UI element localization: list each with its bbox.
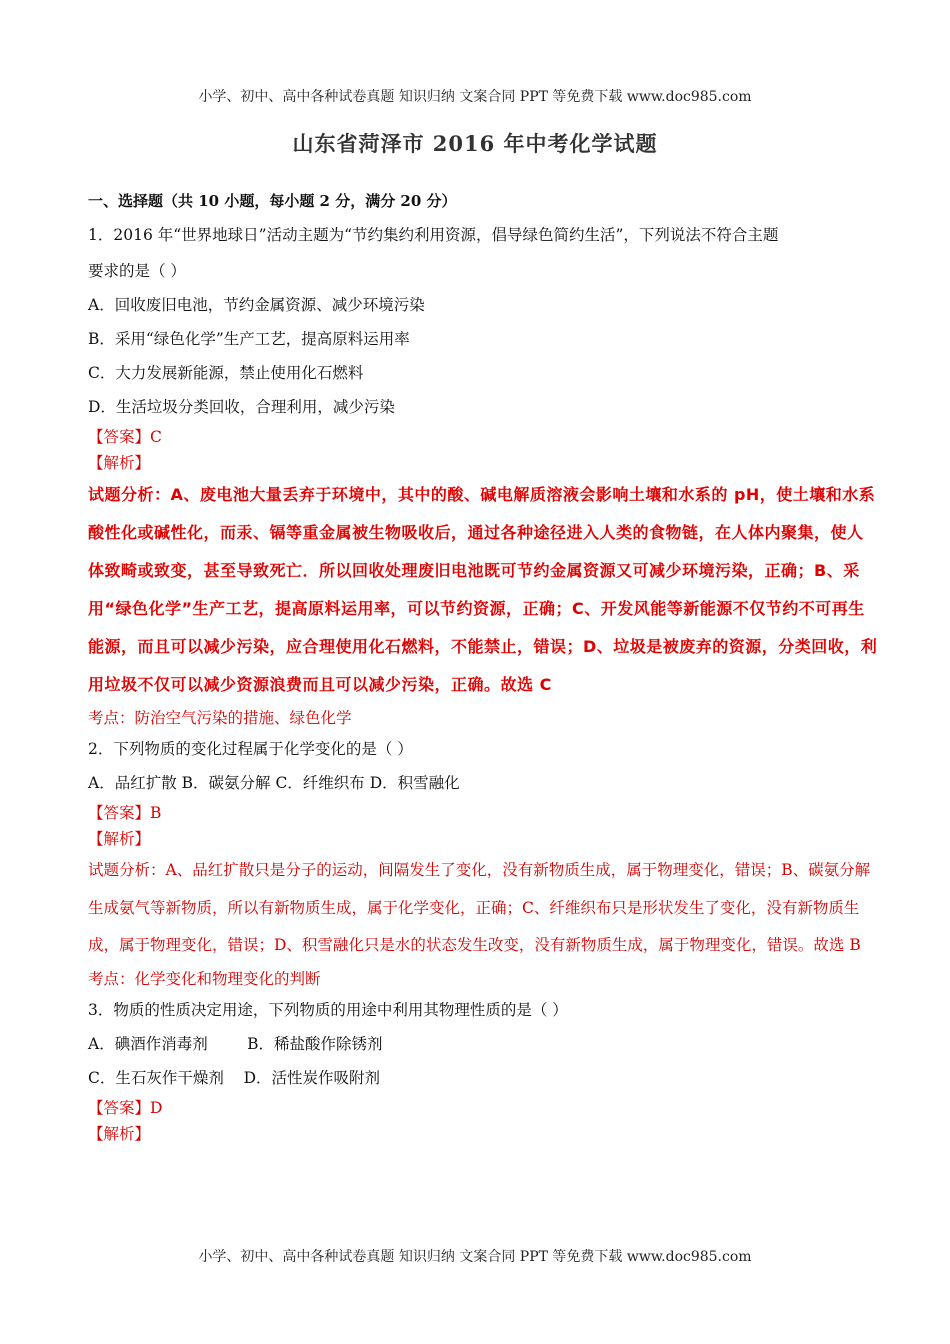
q3-options-row1: A．碘酒作消毒剂 B．稀盐酸作除锈剂 <box>88 1034 383 1053</box>
q3-options-row2: C．生石灰作干燥剂 D．活性炭作吸附剂 <box>88 1068 380 1087</box>
q2-stem: 2．下列物质的变化过程属于化学变化的是（ ） <box>88 740 413 758</box>
exam-content <box>88 188 878 1147</box>
page-footer: 小学、初中、高中各种试卷真题 知识归纳 文案合同 PPT 等免费下载 www.doc985.com <box>198 1249 752 1265</box>
question-2 <box>88 732 878 993</box>
q1-kaodian: 考点：防治空气污染的措施、绿色化学 <box>88 709 352 727</box>
q1-stem-line1: 1．2016 年“世界地球日”活动主题为“节约集约利用资源，倡导绿色简约生活”，下列说法不符合主题 <box>88 226 779 244</box>
q1-option-b: B．采用“绿色化学”生产工艺，提高原料运用率 <box>88 330 410 348</box>
q2-kaodian: 考点：化学变化和物理变化的判断 <box>88 969 321 988</box>
q3-answer: 【答案】D <box>88 1098 163 1117</box>
question-3 <box>88 993 878 1147</box>
q1-analysis-label: 【解析】 <box>88 454 151 472</box>
q3-analysis-label: 【解析】 <box>88 1124 151 1143</box>
q1-analysis: 试题分析：A、废电池大量丢弃于环境中，其中的酸、碱电解质溶液会影响土壤和水系的 pH，使土壤和水系酸性化或碱性化，而汞、镉等重金属被生物吸收后，通过各种途径进入人类的食物链，在人体内聚集，使人体致畸或致变，甚至导致死亡．所以回收处理废旧电池既可节约金属资源又可减少环境污染，正确；B、采用“绿色化学”生产工艺，提高原料运用率，可以节约资源，正确；C、开发风能等新能源不仅节约不可再生能源，而且可以减少污染，应合理使用化石燃料，不能禁止，错误；D、垃圾是被废弃的资源，分类回收，利用垃圾不仅可以减少资源浪费而且可以减少污染，正确。故选 C <box>88 485 878 694</box>
question-1 <box>88 218 878 732</box>
q2-answer: 【答案】B <box>88 804 162 822</box>
page-header: 小学、初中、高中各种试卷真题 知识归纳 文案合同 PPT 等免费下载 www.doc985.com <box>198 89 752 105</box>
q2-analysis: 试题分析：A、品红扩散只是分子的运动，间隔发生了变化，没有新物质生成，属于物理变化，错误；B、碳氨分解生成氨气等新物质，所以有新物质生成，属于化学变化，正确；C、纤维织布只是形状发生了变化，没有新物质生成，属于物理变化，错误；D、积雪融化只是水的状态发生改变，没有新物质生成，属于物理变化，错误。故选 B <box>88 861 871 954</box>
q2-options: A．品红扩散 B．碳氨分解 C．纤维织布 D．积雪融化 <box>88 774 460 792</box>
q1-option-a: A．回收废旧电池，节约金属资源、减少环境污染 <box>88 296 425 314</box>
q3-stem: 3．物质的性质决定用途，下列物质的用途中利用其物理性质的是（ ） <box>88 1000 568 1019</box>
q1-option-c: C．大力发展新能源，禁止使用化石燃料 <box>88 364 364 382</box>
q1-answer: 【答案】C <box>88 428 162 446</box>
q1-option-d: D．生活垃圾分类回收，合理利用，减少污染 <box>88 398 395 416</box>
q2-analysis-label: 【解析】 <box>88 830 151 848</box>
section-heading: 一、选择题（共 10 小题，每小题 2 分，满分 20 分） <box>88 192 457 210</box>
q1-stem-line2: 要求的是（ ） <box>88 262 186 280</box>
document-title: 山东省菏泽市 2016 年中考化学试题 <box>292 131 658 156</box>
